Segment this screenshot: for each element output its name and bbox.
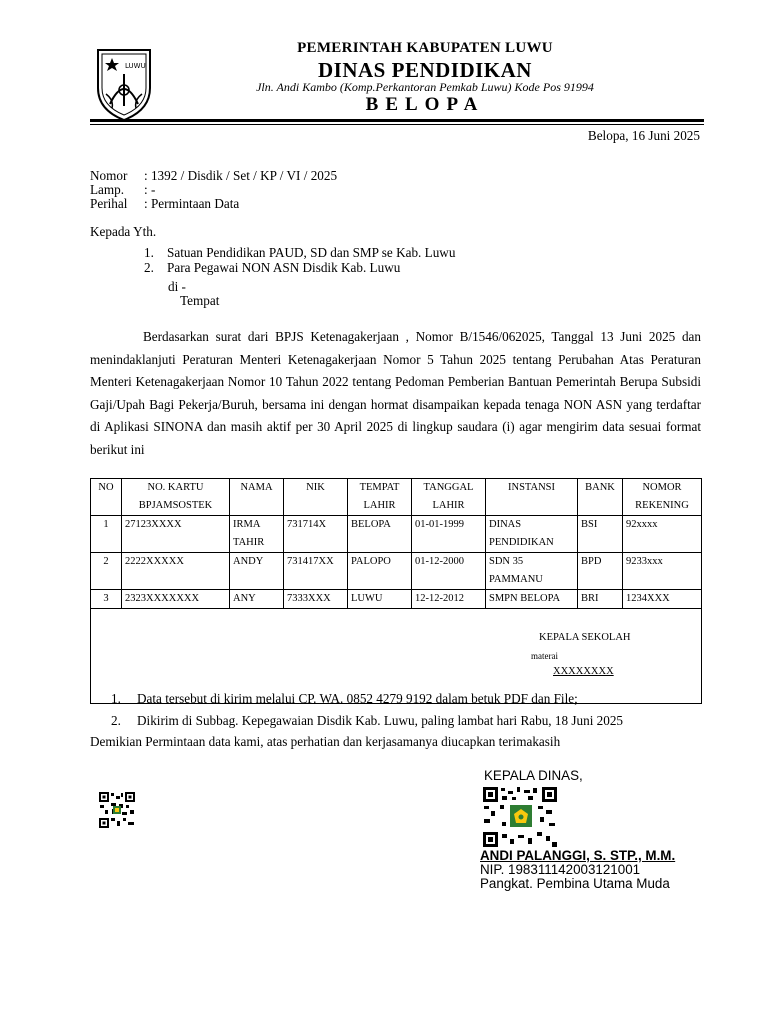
table-header: TEMPAT LAHIR [348, 479, 412, 516]
nomor-label: Nomor [90, 168, 128, 183]
signatory-name: ANDI PALANGGI, S. STP., M.M. [480, 848, 676, 863]
department-address: Jln. Andi Kambo (Komp.Perkantoran Pemkab Luwu) Kode Pos 91994 [256, 80, 594, 94]
note-number: 2. [111, 713, 121, 728]
closing-sentence: Demikian Permintaan data kami, atas perhatian dan kerjasamanya diucapkan terimakasih [90, 734, 561, 749]
table-cell: 1 [91, 516, 122, 553]
table-cell: 01-12-2000 [412, 553, 486, 590]
materai-label: materai [531, 651, 558, 661]
table-cell: SMPN BELOPA [486, 590, 578, 609]
qr-code-icon [98, 791, 136, 829]
table-header: NOMOR REKENING [623, 479, 702, 516]
data-format-table [90, 478, 702, 704]
table-cell: BSI [578, 516, 623, 553]
table-cell: 2323XXXXXXX [122, 590, 230, 609]
signature-qr-code-icon [482, 786, 558, 848]
table-cell: PALOPO [348, 553, 412, 590]
table-cell: 2222XXXXX [122, 553, 230, 590]
table-cell: 27123XXXX [122, 516, 230, 553]
table-cell: 92xxxx [623, 516, 702, 553]
table-cell: IRMA TAHIR [230, 516, 284, 553]
table-signature-row [91, 609, 702, 704]
signatory-title: KEPALA DINAS, [484, 768, 583, 783]
table-header-row [91, 479, 702, 516]
table-header: TANGGAL LAHIR [412, 479, 486, 516]
note-number: 1. [111, 691, 121, 706]
recipient-number: 1. [144, 245, 154, 260]
table-cell: 3 [91, 590, 122, 609]
table-header: NIK [284, 479, 348, 516]
table-cell: ANY [230, 590, 284, 609]
government-name: PEMERINTAH KABUPATEN LUWU [297, 40, 553, 56]
table-row [91, 553, 702, 590]
letter-date: Belopa, 16 Juni 2025 [587, 128, 700, 143]
table-cell: 01-01-1999 [412, 516, 486, 553]
addressee-tempat: Tempat [180, 293, 220, 308]
table-cell: 731417XX [284, 553, 348, 590]
table-header: NO. KARTU BPJAMSOSTEK [122, 479, 230, 516]
department-city: BELOPA [365, 94, 485, 115]
signatory-rank: Pangkat. Pembina Utama Muda [480, 876, 670, 891]
addressee-salutation: Kepada Yth. [90, 224, 157, 239]
table-cell: 12-12-2012 [412, 590, 486, 609]
table-cell: ANDY [230, 553, 284, 590]
table-cell: LUWU [348, 590, 412, 609]
table-cell: 731714X [284, 516, 348, 553]
recipient-text: Satuan Pendidikan PAUD, SD dan SMP se Kab. Luwu [167, 245, 456, 260]
table-cell: 7333XXX [284, 590, 348, 609]
table-cell: BRI [578, 590, 623, 609]
letterhead-rule-thin [90, 124, 704, 125]
table-cell: 1234XXX [623, 590, 702, 609]
table-cell: 2 [91, 553, 122, 590]
table-row [91, 590, 702, 609]
perihal-value: : Permintaan Data [144, 196, 240, 211]
note-text: Data tersebut di kirim melalui CP. WA. 0852 4279 9192 dalam betuk PDF dan File; [137, 691, 578, 706]
lamp-label: Lamp. [90, 182, 125, 197]
department-name: DINAS PENDIDIKAN [318, 58, 532, 82]
table-cell: SDN 35 PAMMANU [486, 553, 578, 590]
table-header: NAMA [230, 479, 284, 516]
note-text: Dikirim di Subbag. Kepegawaian Disdik Kab. Luwu, paling lambat hari Rabu, 18 Juni 2025 [137, 713, 624, 728]
table-header: BANK [578, 479, 623, 516]
perihal-label: Perihal [90, 196, 128, 211]
table-header: INSTANSI [486, 479, 578, 516]
recipient-text: Para Pegawai NON ASN Disdik Kab. Luwu [167, 260, 401, 275]
recipient-number: 2. [144, 260, 154, 275]
lamp-value: : - [144, 182, 156, 197]
table-cell: 9233xxx [623, 553, 702, 590]
table-cell: BPD [578, 553, 623, 590]
school-head-title: KEPALA SEKOLAH [539, 632, 631, 643]
signatory-nip: NIP. 198311142003121001 [480, 862, 641, 877]
table-header: NO [91, 479, 122, 516]
logo-text: LUWU [125, 62, 146, 70]
table-cell: DINAS PENDIDIKAN [486, 516, 578, 553]
school-signature-cell [91, 609, 702, 704]
table-row [91, 516, 702, 553]
school-head-name: XXXXXXXX [553, 666, 614, 677]
letterhead-rule-thick [90, 119, 704, 122]
table-cell: BELOPA [348, 516, 412, 553]
nomor-value: : 1392 / Disdik / Set / KP / VI / 2025 [144, 168, 338, 183]
addressee-di: di - [168, 279, 186, 294]
regency-logo [92, 44, 156, 122]
body-paragraph: Berdasarkan surat dari BPJS Ketenagakerjaan , Nomor B/1546/062025, Tanggal 13 Juni 2025 dan menindaklanjuti Peraturan Menteri Ketenagakerjaan Nomor 5 Tahun 2025 tentang Perubahan Atas Peraturan Menteri Ketenagakerjaan Nomor 10 Tahun 2022 tentang Pedoman Pemberian Bantuan Pemerintah Berupa Subsidi Gaji/Upah Bagi Pekerja/Buruh, bersama ini dengan hormat disampaikan kepada tenaga NON ASN yang terdaftar di Aplikasi SINONA dan masih aktif per 30 April 2025 di lingkup saudara (i) agar mengirim data sesuai format berikut ini [90, 329, 701, 457]
